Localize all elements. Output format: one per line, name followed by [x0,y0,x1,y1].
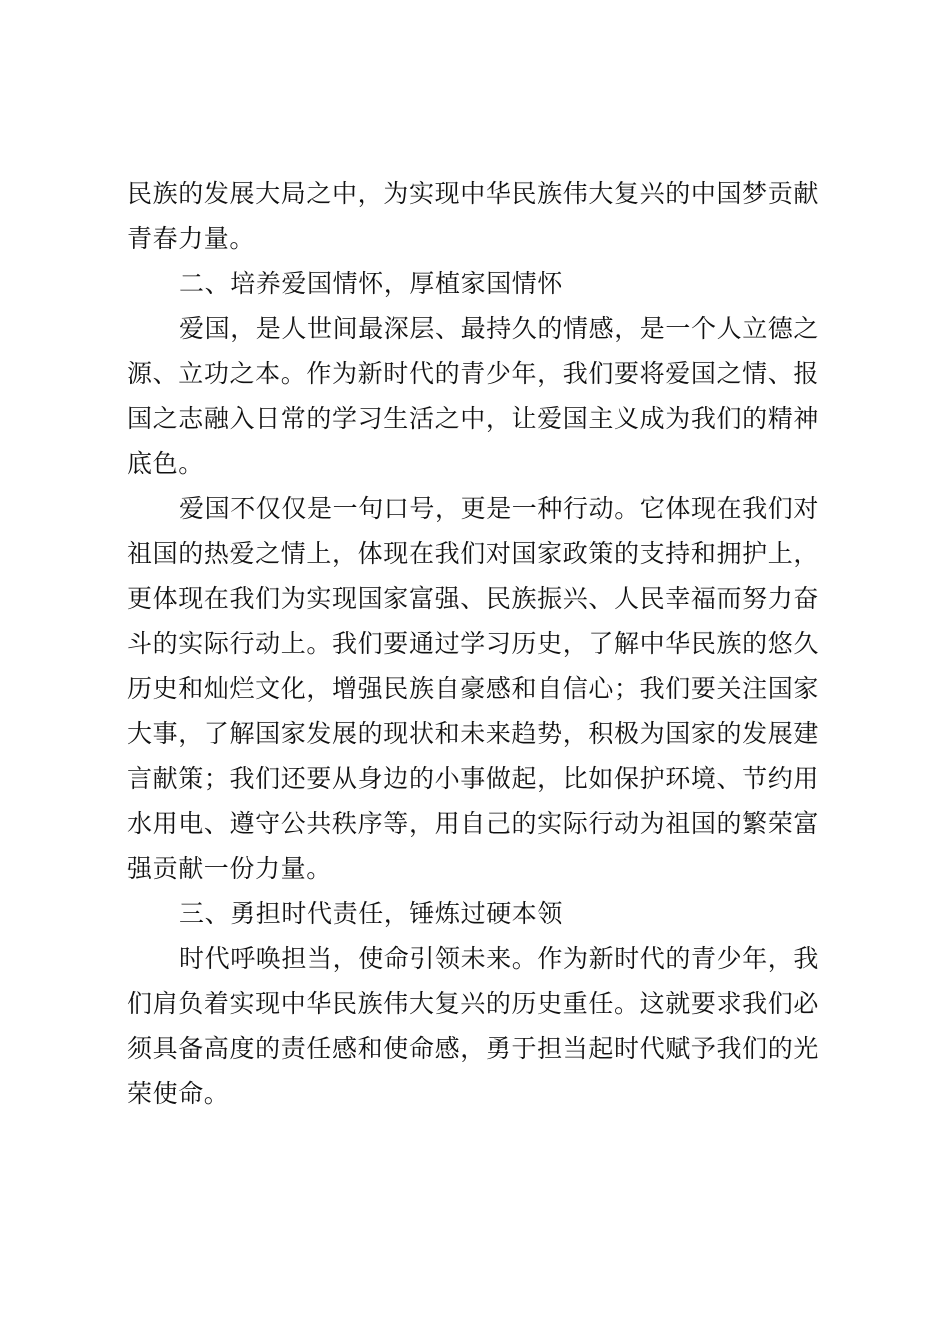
document-body [127,171,819,1116]
paragraph: 时代呼唤担当，使命引领未来。作为新时代的青少年，我们肩负着实现中华民族伟大复兴的历史重任。这就要求我们必须具备高度的责任感和使命感，勇于担当起时代赋予我们的光荣使命。 [127,944,820,1108]
paragraph-continuation: 民族的发展大局之中，为实现中华民族伟大复兴的中国梦贡献青春力量。 [127,179,819,253]
paragraph: 爱国不仅仅是一句口号，更是一种行动。它体现在我们对祖国的热爱之情上，体现在我们对国家政策的支持和拥护上，更体现在我们为实现国家富强、民族振兴、人民幸福而努力奋斗的实际行动上。我们要通过学习历史，了解中华民族的悠久历史和灿烂文化，增强民族自豪感和自信心；我们要关注国家大事，了解国家发展的现状和未来趋势，积极为国家的发展建言献策；我们还要从身边的小事做起，比如保护环境、节约用水用电、遵守公共秩序等，用自己的实际行动为祖国的繁荣富强贡献一份力量。 [127,494,820,883]
paragraph: 爱国，是人世间最深层、最持久的情感，是一个人立德之源、立功之本。作为新时代的青少年，我们要将爱国之情、报国之志融入日常的学习生活之中，让爱国主义成为我们的精神底色。 [127,314,820,478]
section-heading-3: 三、勇担时代责任，锤炼过硬本领 [179,899,564,928]
section-heading-2: 二、培养爱国情怀，厚植家国情怀 [179,269,564,298]
